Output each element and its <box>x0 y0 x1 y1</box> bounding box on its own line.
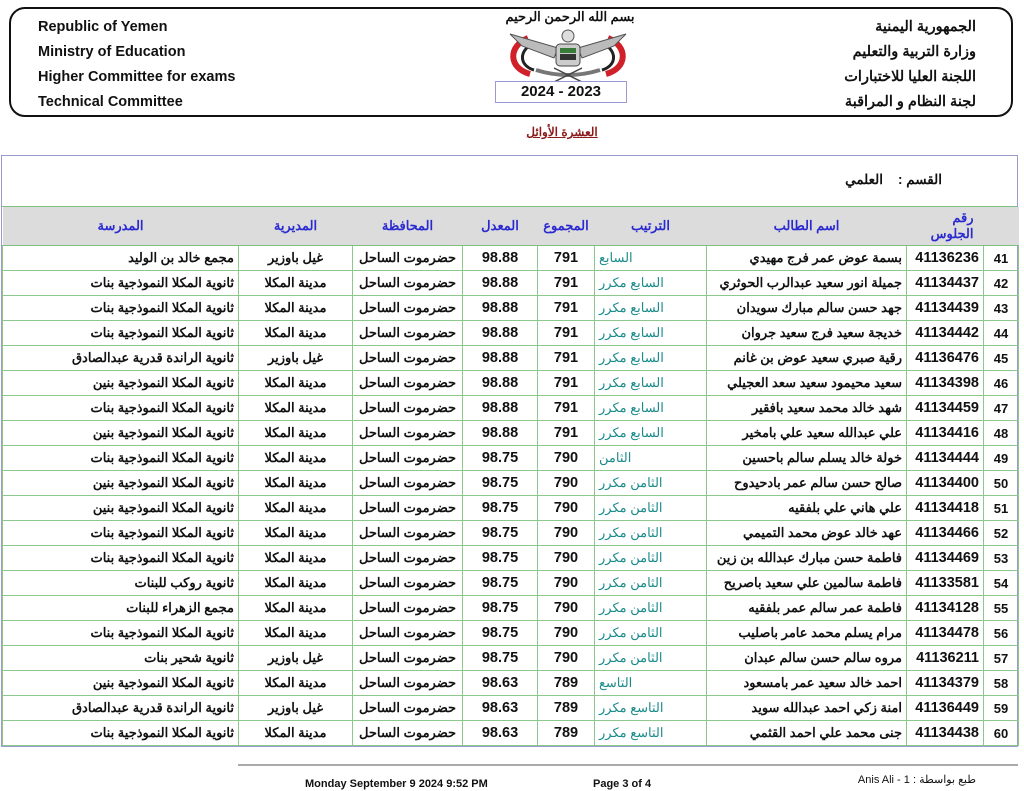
row-index-cell: 51 <box>984 496 1019 521</box>
seat-number-cell: 41134379 <box>907 671 984 696</box>
rank-cell: التاسع مكرر <box>595 721 707 746</box>
school-cell: ثانوية المكلا النموذجية بنين <box>3 421 239 446</box>
student-name-cell: علي عبدالله سعيد علي بامخير <box>707 421 907 446</box>
department <box>845 172 942 188</box>
table-row <box>3 596 1019 621</box>
row-index-cell: 46 <box>984 371 1019 396</box>
table-row <box>3 721 1019 746</box>
student-name-cell: مرام يسلم محمد عامر باصليب <box>707 621 907 646</box>
governorate-cell: حضرموت الساحل <box>353 621 463 646</box>
header-ar-line-4: لجنة النظام و المراقبة <box>844 94 976 110</box>
school-cell: ثانوية روكب للبنات <box>3 571 239 596</box>
student-name-cell: سعيد محيمود سعيد سعد العجيلي <box>707 371 907 396</box>
student-name-cell: خديجة سعيد فرج سعيد جروان <box>707 321 907 346</box>
seat-number-cell: 41134418 <box>907 496 984 521</box>
average-cell: 98.88 <box>463 421 538 446</box>
rank-cell: السابع مكرر <box>595 346 707 371</box>
rank-cell: السابع مكرر <box>595 396 707 421</box>
seat-number-cell: 41134459 <box>907 396 984 421</box>
average-cell: 98.63 <box>463 671 538 696</box>
school-cell: ثانوية المكلا النموذجية بنات <box>3 396 239 421</box>
average-cell: 98.63 <box>463 696 538 721</box>
row-index-cell: 50 <box>984 471 1019 496</box>
col-header-seat: رقم الجلوس <box>907 207 984 246</box>
rank-cell: الثامن مكرر <box>595 646 707 671</box>
table-row <box>3 696 1019 721</box>
table-row <box>3 346 1019 371</box>
col-header-total: المجموع <box>538 207 595 246</box>
row-index-cell: 42 <box>984 271 1019 296</box>
col-header-governorate: المحافظة <box>353 207 463 246</box>
table-header-row <box>3 207 1019 246</box>
table-row <box>3 296 1019 321</box>
total-score-cell: 790 <box>538 596 595 621</box>
rank-cell: السابع مكرر <box>595 296 707 321</box>
seat-number-cell: 41133581 <box>907 571 984 596</box>
footer-divider <box>238 764 1018 766</box>
average-cell: 98.88 <box>463 321 538 346</box>
governorate-cell: حضرموت الساحل <box>353 596 463 621</box>
directorate-cell: مدينة المكلا <box>239 496 353 521</box>
school-cell: ثانوية المكلا النموذجية بنات <box>3 621 239 646</box>
average-cell: 98.88 <box>463 296 538 321</box>
col-header-rank: الترتيب <box>595 207 707 246</box>
average-cell: 98.75 <box>463 496 538 521</box>
rank-cell: الثامن مكرر <box>595 621 707 646</box>
student-name-cell: مروه سالم حسن سالم عبدان <box>707 646 907 671</box>
student-name-cell: جنى محمد علي احمد القثمي <box>707 721 907 746</box>
student-name-cell: بسمة عوض عمر فرج مهيدي <box>707 246 907 271</box>
total-score-cell: 791 <box>538 396 595 421</box>
row-index-cell: 60 <box>984 721 1019 746</box>
results-table <box>2 207 1019 746</box>
header-en-line-2: Ministry of Education <box>38 44 186 60</box>
total-score-cell: 791 <box>538 271 595 296</box>
directorate-cell: غيل باوزير <box>239 696 353 721</box>
seat-number-cell: 41136236 <box>907 246 984 271</box>
average-cell: 98.75 <box>463 546 538 571</box>
row-index-cell: 57 <box>984 646 1019 671</box>
governorate-cell: حضرموت الساحل <box>353 321 463 346</box>
seat-number-cell: 41134438 <box>907 721 984 746</box>
table-row <box>3 246 1019 271</box>
student-name-cell: رقية صبري سعيد عوض بن غانم <box>707 346 907 371</box>
seat-number-cell: 41136476 <box>907 346 984 371</box>
school-cell: ثانوية المكلا النموذجية بنات <box>3 446 239 471</box>
seat-number-cell: 41134442 <box>907 321 984 346</box>
total-score-cell: 790 <box>538 471 595 496</box>
row-index-cell: 45 <box>984 346 1019 371</box>
governorate-cell: حضرموت الساحل <box>353 471 463 496</box>
rank-cell: الثامن مكرر <box>595 521 707 546</box>
governorate-cell: حضرموت الساحل <box>353 346 463 371</box>
governorate-cell: حضرموت الساحل <box>353 396 463 421</box>
school-cell: مجمع الزهراء للبنات <box>3 596 239 621</box>
average-cell: 98.75 <box>463 596 538 621</box>
table-row <box>3 421 1019 446</box>
average-cell: 98.88 <box>463 371 538 396</box>
department-value: العلمي <box>845 172 883 187</box>
school-cell: ثانوية المكلا النموذجية بنين <box>3 496 239 521</box>
directorate-cell: مدينة المكلا <box>239 321 353 346</box>
seat-number-cell: 41134437 <box>907 271 984 296</box>
row-index-cell: 56 <box>984 621 1019 646</box>
average-cell: 98.63 <box>463 721 538 746</box>
directorate-cell: غيل باوزير <box>239 646 353 671</box>
table-row <box>3 671 1019 696</box>
governorate-cell: حضرموت الساحل <box>353 371 463 396</box>
row-index-cell: 52 <box>984 521 1019 546</box>
governorate-cell: حضرموت الساحل <box>353 446 463 471</box>
directorate-cell: مدينة المكلا <box>239 396 353 421</box>
school-cell: ثانوية المكلا النموذجية بنات <box>3 546 239 571</box>
row-index-cell: 49 <box>984 446 1019 471</box>
row-index-cell: 53 <box>984 546 1019 571</box>
rank-cell: الثامن <box>595 446 707 471</box>
directorate-cell: مدينة المكلا <box>239 671 353 696</box>
table-row <box>3 396 1019 421</box>
department-row <box>2 156 1017 207</box>
seat-number-cell: 41134466 <box>907 521 984 546</box>
total-score-cell: 791 <box>538 371 595 396</box>
total-score-cell: 790 <box>538 446 595 471</box>
table-row <box>3 646 1019 671</box>
directorate-cell: غيل باوزير <box>239 246 353 271</box>
directorate-cell: مدينة المكلا <box>239 546 353 571</box>
row-index-cell: 55 <box>984 596 1019 621</box>
total-score-cell: 791 <box>538 246 595 271</box>
results-table-container <box>1 155 1018 747</box>
header-ar-line-1: الجمهورية اليمنية <box>875 19 976 35</box>
average-cell: 98.88 <box>463 271 538 296</box>
table-row <box>3 371 1019 396</box>
page-number: Page 3 of 4 <box>593 778 652 790</box>
governorate-cell: حضرموت الساحل <box>353 571 463 596</box>
total-score-cell: 790 <box>538 571 595 596</box>
directorate-cell: مدينة المكلا <box>239 296 353 321</box>
school-cell: ثانوية الراندة قدرية عبدالصادق <box>3 696 239 721</box>
table-row <box>3 471 1019 496</box>
row-index-cell: 59 <box>984 696 1019 721</box>
directorate-cell: مدينة المكلا <box>239 446 353 471</box>
table-row <box>3 546 1019 571</box>
average-cell: 98.75 <box>463 621 538 646</box>
header-en-line-3: Higher Committee for exams <box>38 69 236 85</box>
student-name-cell: خولة خالد يسلم سالم باحسين <box>707 446 907 471</box>
yemen-eagle-emblem-icon <box>500 24 636 82</box>
report-title: العشرة الأوائل <box>526 125 598 139</box>
rank-cell: السابع <box>595 246 707 271</box>
average-cell: 98.75 <box>463 446 538 471</box>
table-row <box>3 621 1019 646</box>
rank-cell: الثامن مكرر <box>595 546 707 571</box>
basmala: بسم الله الرحمن الرحيم <box>505 9 635 24</box>
school-cell: ثانوية المكلا النموذجية بنات <box>3 521 239 546</box>
total-score-cell: 790 <box>538 646 595 671</box>
student-name-cell: شهد خالد محمد سعيد بافقير <box>707 396 907 421</box>
academic-year: 2024 - 2023 <box>495 81 627 103</box>
rank-cell: الثامن مكرر <box>595 496 707 521</box>
header-ar-line-3: اللجنة العليا للاختبارات <box>844 69 976 85</box>
governorate-cell: حضرموت الساحل <box>353 271 463 296</box>
average-cell: 98.75 <box>463 521 538 546</box>
col-header-average: المعدل <box>463 207 538 246</box>
seat-number-cell: 41134444 <box>907 446 984 471</box>
table-row <box>3 446 1019 471</box>
row-index-cell: 41 <box>984 246 1019 271</box>
row-index-cell: 54 <box>984 571 1019 596</box>
total-score-cell: 790 <box>538 521 595 546</box>
row-index-cell: 44 <box>984 321 1019 346</box>
total-score-cell: 789 <box>538 696 595 721</box>
student-name-cell: علي هاني علي بلفقيه <box>707 496 907 521</box>
seat-number-cell: 41134128 <box>907 596 984 621</box>
rank-cell: الثامن مكرر <box>595 571 707 596</box>
col-header-name: اسم الطالب <box>707 207 907 246</box>
table-row <box>3 496 1019 521</box>
average-cell: 98.75 <box>463 571 538 596</box>
total-score-cell: 790 <box>538 546 595 571</box>
student-name-cell: صالح حسن سالم عمر بادحيدوح <box>707 471 907 496</box>
directorate-cell: مدينة المكلا <box>239 421 353 446</box>
school-cell: ثانوية المكلا النموذجية بنات <box>3 296 239 321</box>
school-cell: ثانوية المكلا النموذجية بنات <box>3 321 239 346</box>
seat-number-cell: 41136211 <box>907 646 984 671</box>
table-row <box>3 321 1019 346</box>
total-score-cell: 790 <box>538 496 595 521</box>
average-cell: 98.75 <box>463 471 538 496</box>
directorate-cell: غيل باوزير <box>239 346 353 371</box>
student-name-cell: جهد حسن سالم مبارك سويدان <box>707 296 907 321</box>
governorate-cell: حضرموت الساحل <box>353 546 463 571</box>
seat-number-cell: 41134398 <box>907 371 984 396</box>
governorate-cell: حضرموت الساحل <box>353 521 463 546</box>
seat-number-cell: 41134439 <box>907 296 984 321</box>
total-score-cell: 791 <box>538 346 595 371</box>
print-date: Monday September 9 2024 9:52 PM <box>305 778 488 790</box>
governorate-cell: حضرموت الساحل <box>353 646 463 671</box>
average-cell: 98.88 <box>463 246 538 271</box>
row-index-cell: 48 <box>984 421 1019 446</box>
total-score-cell: 789 <box>538 671 595 696</box>
table-row <box>3 571 1019 596</box>
rank-cell: التاسع <box>595 671 707 696</box>
average-cell: 98.75 <box>463 646 538 671</box>
header-en-line-4: Technical Committee <box>38 94 183 110</box>
seat-number-cell: 41134400 <box>907 471 984 496</box>
printed-by: طبع بواسطة : 1 - Anis Ali <box>857 774 976 786</box>
school-cell: ثانوية المكلا النموذجية بنات <box>3 271 239 296</box>
directorate-cell: مدينة المكلا <box>239 596 353 621</box>
directorate-cell: مدينة المكلا <box>239 371 353 396</box>
student-name-cell: جميلة انور سعيد عبدالرب الحوثري <box>707 271 907 296</box>
header-en-line-1: Republic of Yemen <box>38 19 168 35</box>
row-index-cell: 47 <box>984 396 1019 421</box>
total-score-cell: 789 <box>538 721 595 746</box>
col-header-directorate: المديرية <box>239 207 353 246</box>
governorate-cell: حضرموت الساحل <box>353 496 463 521</box>
total-score-cell: 790 <box>538 621 595 646</box>
school-cell: مجمع خالد بن الوليد <box>3 246 239 271</box>
student-name-cell: امنة زكي احمد عبدالله سويد <box>707 696 907 721</box>
row-index-cell: 58 <box>984 671 1019 696</box>
school-cell: ثانوية المكلا النموذجية بنين <box>3 371 239 396</box>
seat-number-cell: 41134469 <box>907 546 984 571</box>
department-label: القسم : <box>898 172 942 187</box>
seat-number-cell: 41134478 <box>907 621 984 646</box>
rank-cell: السابع مكرر <box>595 371 707 396</box>
total-score-cell: 791 <box>538 296 595 321</box>
rank-cell: الثامن مكرر <box>595 471 707 496</box>
governorate-cell: حضرموت الساحل <box>353 721 463 746</box>
table-row <box>3 521 1019 546</box>
rank-cell: السابع مكرر <box>595 421 707 446</box>
governorate-cell: حضرموت الساحل <box>353 421 463 446</box>
student-name-cell: فاطمة سالمين علي سعيد باصريح <box>707 571 907 596</box>
rank-cell: الثامن مكرر <box>595 596 707 621</box>
school-cell: ثانوية شحير بنات <box>3 646 239 671</box>
governorate-cell: حضرموت الساحل <box>353 246 463 271</box>
directorate-cell: مدينة المكلا <box>239 521 353 546</box>
student-name-cell: عهد خالد عوض محمد التميمي <box>707 521 907 546</box>
directorate-cell: مدينة المكلا <box>239 271 353 296</box>
rank-cell: التاسع مكرر <box>595 696 707 721</box>
directorate-cell: مدينة المكلا <box>239 571 353 596</box>
school-cell: ثانوية المكلا النموذجية بنين <box>3 671 239 696</box>
seat-number-cell: 41134416 <box>907 421 984 446</box>
student-name-cell: احمد خالد سعيد عمر بامسعود <box>707 671 907 696</box>
table-row <box>3 271 1019 296</box>
row-index-cell: 43 <box>984 296 1019 321</box>
total-score-cell: 791 <box>538 321 595 346</box>
governorate-cell: حضرموت الساحل <box>353 671 463 696</box>
directorate-cell: مدينة المكلا <box>239 721 353 746</box>
school-cell: ثانوية الراندة قدرية عبدالصادق <box>3 346 239 371</box>
col-header-index <box>984 207 1019 246</box>
average-cell: 98.88 <box>463 346 538 371</box>
student-name-cell: فاطمة حسن مبارك عبدالله بن زين <box>707 546 907 571</box>
total-score-cell: 791 <box>538 421 595 446</box>
school-cell: ثانوية المكلا النموذجية بنين <box>3 471 239 496</box>
governorate-cell: حضرموت الساحل <box>353 696 463 721</box>
student-name-cell: فاطمة عمر سالم عمر بلفقيه <box>707 596 907 621</box>
governorate-cell: حضرموت الساحل <box>353 296 463 321</box>
rank-cell: السابع مكرر <box>595 321 707 346</box>
rank-cell: السابع مكرر <box>595 271 707 296</box>
col-header-school: المدرسة <box>3 207 239 246</box>
average-cell: 98.88 <box>463 396 538 421</box>
header-ar-line-2: وزارة التربية والتعليم <box>852 44 976 60</box>
seat-number-cell: 41136449 <box>907 696 984 721</box>
school-cell: ثانوية المكلا النموذجية بنات <box>3 721 239 746</box>
directorate-cell: مدينة المكلا <box>239 471 353 496</box>
directorate-cell: مدينة المكلا <box>239 621 353 646</box>
